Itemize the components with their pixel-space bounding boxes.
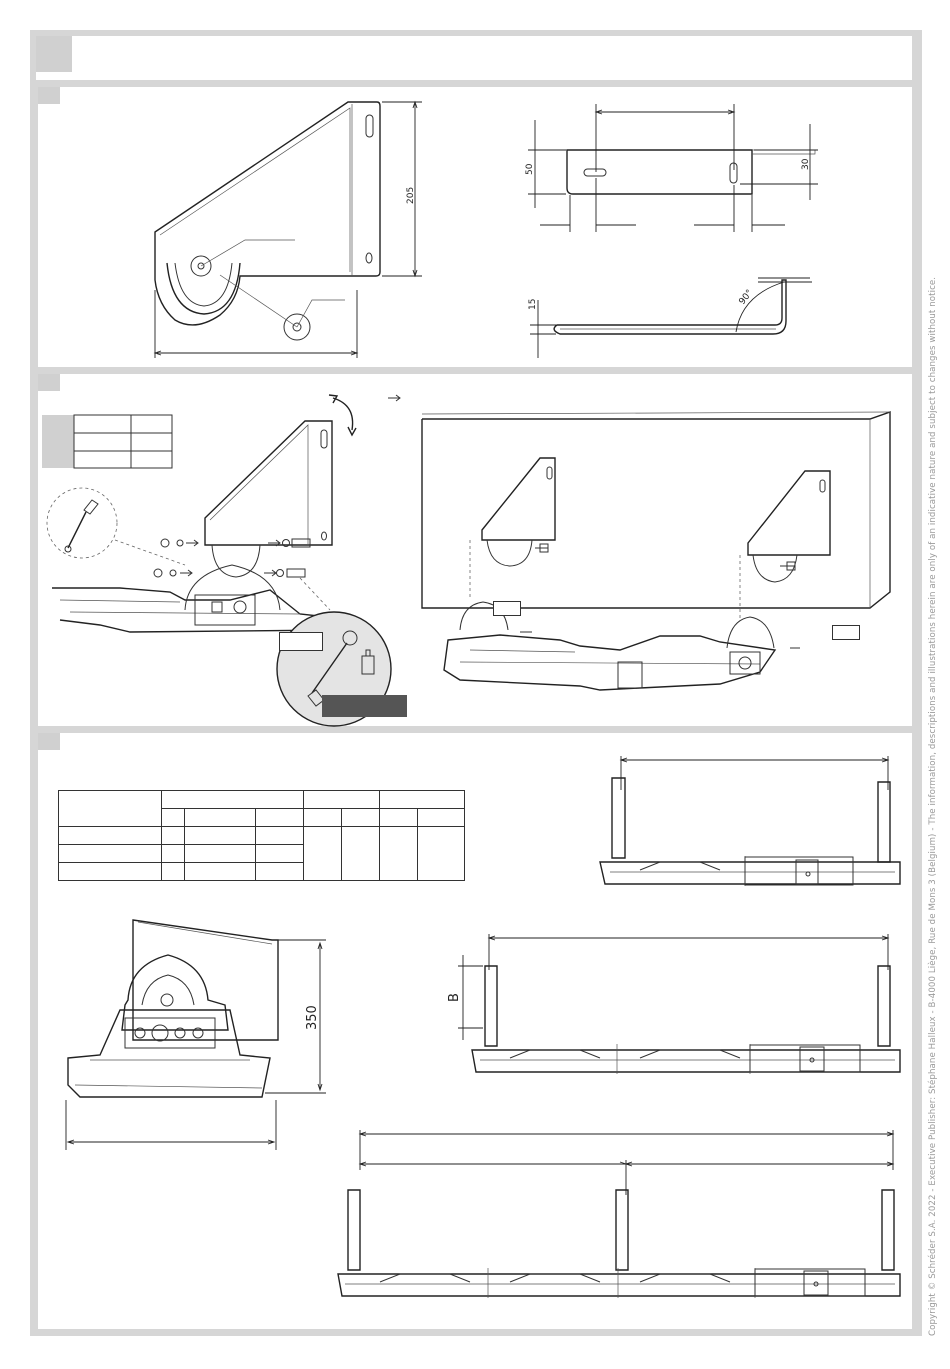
height-dim-205: 205 — [406, 186, 416, 204]
copyright-note: Copyright © Schréder S.A. 2022 - Executive Publisher: Stéphane Halleux - B-4000 Liège, Rue de Mons 3 (Belgium) - The information, descriptions and illustrations herein are only of an indicative nature and subject to changes without notice. — [928, 276, 938, 1336]
angle-90: 90° — [737, 288, 756, 307]
dim-50: 50 — [525, 163, 535, 175]
dim-30: 30 — [801, 158, 811, 170]
dim-15: 15 — [528, 298, 538, 310]
height-dim-350: 350 — [305, 1005, 320, 1030]
dim-b: B — [447, 993, 462, 1002]
